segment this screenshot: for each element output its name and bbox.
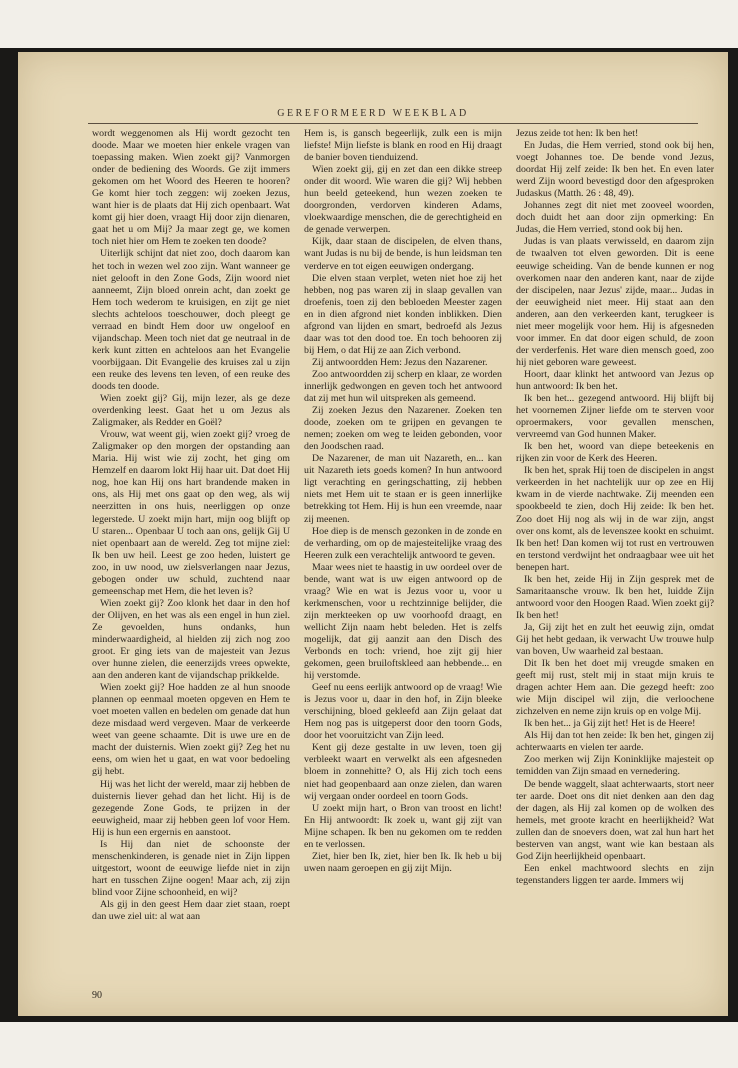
paragraph: Maar wees niet te haastig in uw oordeel over de bende, want wat is uw eigen antwoord op de vraag? Wie en wat is Jezus voor u, voor u kerkmenschen, voor u rechtzinnige belijder, die zijn merkteeken op uw voorhoofd draagt, en wellicht Zijn naam hebt beleden. Het is zelfs mogelijk, dat gij aanzit aan den Disch des Verbonds en toch: vriend, hoe zijt gij hier gekomen, geen bruiloftskleed aan hebbende... en hij verstomde. [304, 561, 502, 682]
paragraph: Uiterlijk schijnt dat niet zoo, doch daarom kan het toch in wezen wel zoo zijn. Want wanneer ge niet gelooft in den Zone Gods, Zijn woord niet aanneemt, Zijn bloed onrein acht, dan zoekt ge Hem toch wederom te kruisigen, en zijt ge niet slechts achteloos toeschouwer, doch pleegt ge verraad en bindt Hem door uw ongeloof en vijandschap. Meen toch niet dat ge neutraal in de kerk kunt zitten en achteloos aan het Evangelie voorbijgaan. Dit Evangelie des kruises zal u zijn een reuke des levens ten leven, of een reuke des doods ten doode. [92, 248, 290, 392]
paragraph: Ziet, hier ben Ik, ziet, hier ben Ik. Ik heb u bij uwen naam geroepen en gij zijt Mijn. [304, 850, 502, 874]
page-number: 90 [92, 990, 102, 1001]
paragraph: Hij was het licht der wereld, maar zij hebben de duisternis liever gehad dan het licht. Hij is de gezegende Zone Gods, te prijzen in der eeuwigheid, maar zij hebben geen lof voor Hem. Hij is hun een ergernis en aanstoot. [92, 778, 290, 838]
paragraph: Hem is, is gansch begeerlijk, zulk een is mijn liefste! Mijn liefste is blank en rood en Hij draagt de banier boven tienduizend. [304, 128, 502, 164]
text-column-2 [304, 128, 502, 988]
paragraph: Ik ben het, woord van diepe beteekenis en rijken zin voor de Kerk des Heeren. [516, 441, 714, 465]
paragraph: Wien zoekt gij? Gij, mijn lezer, als ge deze overdenking leest. Gaat het u om Jezus als Zaligmaker, als Redder en Goël? [92, 393, 290, 429]
page-header: GEREFORMEERD WEEKBLAD [277, 108, 469, 119]
paragraph: Ik ben het, zeide Hij in Zijn gesprek met de Samaritaansche vrouw. Ik ben het, luidde Zijn antwoord voor den Hoogen Raad. Wien zoekt gij? Ik ben het! [516, 573, 714, 621]
paragraph: Ja, Gij zijt het en zult het eeuwig zijn, omdat Gij het hebt gedaan, ik verwacht Uw trouwe hulp van boven, Uw waarheid zal bestaan. [516, 621, 714, 658]
paragraph: Een enkel machtwoord slechts en zijn tegenstanders liggen ter aarde. Immers wij [516, 862, 714, 886]
paragraph: Is Hij dan niet de schoonste der menschenkinderen, is genade niet in Zijn lippen uitgestort, woont de eeuwige liefde niet in zijn hart en tusschen Zijne oogen! Maar ach, zij zijn blind voor Zijne schoonheid, en wij? [92, 838, 290, 898]
paragraph: U zoekt mijn hart, o Bron van troost en licht! En Hij antwoordt: Ik zoek u, want gij zijt van Mijne schapen. Ik ben nu gekomen om te redden en te verlossen. [304, 802, 502, 850]
paragraph: Dit Ik ben het doet mij vreugde smaken en geeft mij rust, stelt mij in staat mijn kruis te dragen achter Hem aan. Die gezegd heeft: zoo wie Mijn discipel wil zijn, die verloochene zichzelven en neme zijn kruis op en volge Mij. [516, 658, 714, 718]
paragraph: Zoo merken wij Zijn Koninklijke majesteit op temidden van Zijn smaad en vernedering. [516, 754, 714, 778]
paragraph: Judas is van plaats verwisseld, en daarom zijn de twaalven tot elven geworden. Dit is eene eeuwige scheiding. Van de bende kunnen er nog overkomen naar den anderen kant, naar de zijde der discipelen, naar Jezus' zijde, maar... Judas in der eeuwigheid niet meer. Hij staat aan den anderen, aan den verkeerden kant, terugkeer is niet meer mogelijk voor hem. Hij is afgesneden voor immer. En dat door eigen schuld, de zoon der verderfenis. Het ware dien mensch goed, zoo hij niet geboren ware geweest. [516, 236, 714, 368]
paragraph: Wien zoekt gij, gij en zet dan een dikke streep onder dit woord. Wie waren die gij? Wij hebben hun beeld geteekend, hun wezen zoeken te doorgronden, verdorven kinderen Adams, vloekwaardige menschen, die de gerechtigheid en de genade verwerpen. [304, 164, 502, 236]
paragraph: Die elven staan verplet, weten niet hoe zij het hebben, nog pas waren zij in slaap gevallen van droefenis, toen zij den bebloeden Meester zagen en in dien afgrond niet konden inblikken. Dien afgrond van lijden en smart, bedroefd als Jezus daar was tot den dood toe. En toch behooren zij bij Hem, o dat Hij ze aan Zich verbond. [304, 272, 502, 356]
paragraph: Ik ben het... gezegend antwoord. Hij blijft bij het voornemen Zijner liefde om te sterven voor oproermakers, voor gevallen menschen, vervreemd van God hunnen Maker. [516, 393, 714, 441]
paragraph: Zoo antwoordden zij scherp en klaar, ze worden innerlijk gedwongen en geven toch het antwoord dat zij met hun wil uitspreken als gemeend. [304, 368, 502, 405]
paragraph: Ik ben het, sprak Hij toen de discipelen in angst verkeerden in het nachtelijk uur op zee en Hij kwam in de vierde nachtwake. Zij meenden een spookbeeld te zien, doch Hij zeide: Ik ben het. Zoo doet Hij nog als wij in de war zijn, angst over ons komt, als de levenszee kookt en schuimt. Ik ben het! Dan komen wij tot rust en vertrouwen en terstond verdwijnt het ondraagbaar wee uit het benepen hart. [516, 465, 714, 573]
paragraph: Hoort, daar klinkt het antwoord van Jezus op hun antwoord: Ik ben het. [516, 368, 714, 392]
paragraph: En Judas, die Hem verried, stond ook bij hen, voegt Johannes toe. De bende vond Jezus, doordat Hij zelf zeide: Ik ben het. En even later werd Zijn woord bevestigd door den afgesproken Judaskus (Matth. 26 : 48, 49). [516, 140, 714, 200]
paragraph: Wien zoekt gij? Zoo klonk het daar in den hof der Olijven, en het was als een engel in hun ziel. Ze gevoelden, huns ondanks, hun minderwaardigheid, al hielden zij zich nog zoo groot. Er ging iets van de majesteit van Jezus over hunne zielen, die eenerzijds vrees opwekte, aan den anderen kant de vijandschap prikkelde. [92, 597, 290, 682]
paragraph: Kijk, daar staan de discipelen, de elven thans, want Judas is nu bij de bende, is hun leidsman ten verderve en tot eigen eeuwigen ondergang. [304, 236, 502, 272]
document-page [18, 52, 728, 1016]
paragraph: Als Hij dan tot hen zeide: Ik ben het, gingen zij achterwaarts en vielen ter aarde. [516, 730, 714, 754]
paragraph: Kent gij deze gestalte in uw leven, toen gij verbleekt waart en verwelkt als een afgesneden bloem in zonnehitte? O, als Hij zich toch eens niet had geopenbaard aan onze zielen, dan waren wij vergaan onder oordeel en toorn Gods. [304, 742, 502, 802]
paragraph: Zij zoeken Jezus den Nazarener. Zoeken ten doode, zoeken om te grijpen en gevangen te nemen; zoeken om weg te leiden gebonden, voor den Joodschen raad. [304, 405, 502, 453]
header-rule [88, 123, 698, 124]
paragraph: Vrouw, wat weent gij, wien zoekt gij? vroeg de Zaligmaker op den morgen der opstanding aan Maria. Hij wist wie zij zocht, het ging om Hemzelf en daarom lokt Hij haar uit. Dat doet Hij nog, hoe kan Hij ons hart brandende maken in ons, als Hij met ons gaat op den weg, als wij neerzitten in ons huis, neerliggen op onze legerstede. U zoekt mijn hart, mijn oog blijft op U staren... Openbaar U toch aan ons, gelijk Gij U niet openbaart aan de wereld. Zeg tot mijne ziel: Ik ben uw heil. Leest ge zoo heden, luistert ge zoo, in uw nood, uw zielsverlangen naar Jezus, gebogen onder uw schuld, zuchtend naar gemeenschap met Hem, die het leven is? [92, 429, 290, 597]
paragraph: De bende waggelt, slaat achterwaarts, stort neer ter aarde. Doet ons dit niet denken aan den dag der dagen, als Hij zal komen op de wolken des hemels, met groote kracht en heerlijkheid? Wat zullen dan de snoevers doen, wat zal hun hart het besterven van angst, want wie kan bestaan als God Zijn heerlijkheid openbaart. [516, 778, 714, 862]
paragraph: Wien zoekt gij? Hoe hadden ze al hun snoode plannen op eenmaal moeten opgeven en Hem te voet moeten vallen en bedelen om genade dat hun deze misdaad werd vergeven. Maar de verkeerde weet van geene schaamte. Dit is uwe ure en de macht der duisternis. Wien zoekt gij? Zeg het nu eens, om wien het u gaat, en wat voor bedoeling gij hebt. [92, 682, 290, 778]
paragraph: Zij antwoordden Hem: Jezus den Nazarener. [312, 356, 488, 368]
paragraph: Ik ben het... ja Gij zijt het! Het is de Heere! [524, 718, 696, 730]
paragraph: wordt weggenomen als Hij wordt gezocht ten doode. Maar we moeten hier enkele vragen van toepassing maken. Wien zoekt gij? Vanmorgen onder de bediening des Woords. Ge zijt immers gekomen om het Woord des Heeren te hooren? Ge komt hier toch zeggen: wij zoeken Jezus, want hier is de plaats dat Hij zich openbaart. Wat komt gij hier doen, vraagt Hij door zijn dienaren, gaat het u om Mij? Ja maar zegt ge, we komen toch niet hier om Hem te zoeken ten doode? [92, 128, 290, 248]
paragraph: Hoe diep is de mensch gezonken in de zonde en de verharding, om op de majesteitelijke vraag des Heeren zulk een verachtelijk antwoord te geven. [304, 525, 502, 561]
text-column-3 [516, 128, 714, 988]
paragraph: Johannes zegt dit niet met zooveel woorden, doch duidt het aan door zijn opmerking: En Judas, die Hem verried, stond ook bij hen. [516, 200, 714, 236]
text-column-1 [92, 128, 290, 988]
paragraph: Als gij in den geest Hem daar ziet staan, roept dan uwe ziel uit: al wat aan [92, 899, 290, 923]
paragraph: Geef nu eens eerlijk antwoord op de vraag! Wie is Jezus voor u, daar in den hof, in Zijn bleeke verschijning, bloed gekleefd aan Zijn gelaat dat Hem nog pas is uitgeperst door den toorn Gods, door het vooruitzicht van Zijn leed. [304, 682, 502, 742]
paragraph: De Nazarener, de man uit Nazareth, en... kan uit Nazareth iets goeds komen? In hun antwoord ligt verachting en geringschatting, zij hebben niets met Hem uit te staan er is geen innerlijke betrekking tot Hem. Hij is hun een vreemde, naar zij meenen. [304, 453, 502, 525]
paragraph: Jezus zeide tot hen: Ik ben het! [516, 128, 639, 139]
